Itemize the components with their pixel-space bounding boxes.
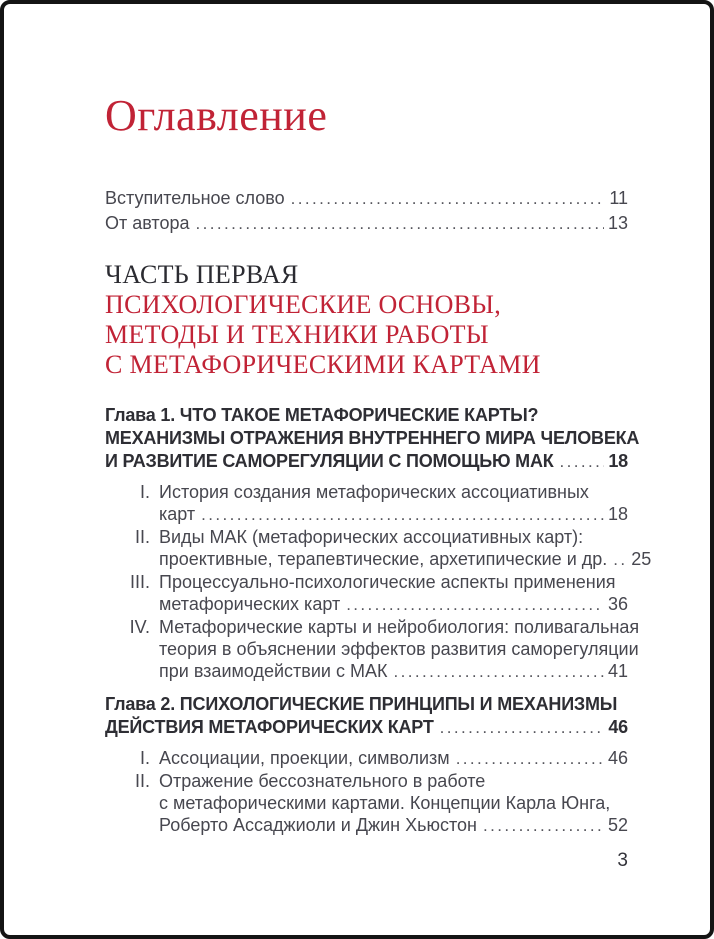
page-number: 25 [631, 549, 652, 570]
front-matter [105, 186, 628, 236]
item-numeral: II. [134, 527, 150, 548]
toc-content [4, 4, 710, 873]
item-numeral: II. [134, 771, 150, 792]
toc-item [105, 616, 640, 683]
part-title-line: ПСИХОЛОГИЧЕСКИЕ ОСНОВЫ, [105, 290, 502, 320]
part-kicker: ЧАСТЬ ПЕРВАЯ [105, 260, 299, 290]
chapter-heading-line: Глава 2. ПСИХОЛОГИЧЕСКИЕ ПРИНЦИПЫ И МЕХАНИЗМЫ [105, 694, 618, 715]
chapter-heading [105, 404, 640, 473]
chapter-heading-row [105, 716, 628, 739]
dot-leader [201, 503, 604, 526]
toc-item [105, 747, 628, 770]
page-number: 11 [609, 188, 628, 209]
item-line: проективные, терапевтические, архетипические и др. [159, 549, 608, 570]
dot-leader [291, 186, 606, 211]
item-line: при взаимодействии с МАК [159, 661, 388, 682]
item-line: теория в объяснении эффектов развития саморегуляции [159, 639, 639, 660]
entry-label: От автора [105, 213, 190, 234]
toc-item [105, 526, 652, 571]
toc-entry [105, 186, 628, 211]
chapter-heading-row [105, 450, 628, 473]
toc-item [105, 571, 628, 616]
item-numeral: I. [139, 482, 150, 503]
dot-leader [440, 716, 605, 739]
item-line: Роберто Ассаджиоли и Джин Хьюстон [159, 815, 477, 836]
page-number: 13 [607, 213, 628, 234]
item-line: Виды МАК (метафорических ассоциативных карт): [159, 527, 584, 548]
item-last-row [159, 747, 628, 770]
dot-leader [560, 450, 605, 473]
chapter-2-block [105, 693, 628, 837]
chapter-items [105, 747, 628, 837]
item-last-row [159, 503, 628, 526]
toc-item [105, 770, 628, 837]
page-number: 18 [607, 504, 628, 525]
item-line: карт [159, 504, 196, 525]
page-number: 46 [608, 717, 628, 738]
page-number: 36 [607, 594, 628, 615]
chapter-heading-line: МЕХАНИЗМЫ ОТРАЖЕНИЯ ВНУТРЕННЕГО МИРА ЧЕЛОВЕКА [105, 428, 640, 449]
chapter-heading-line: ДЕЙСТВИЯ МЕТАФОРИЧЕСКИХ КАРТ [105, 717, 434, 738]
item-line: Ассоциации, проекции, символизм [159, 748, 450, 769]
chapter-heading [105, 693, 628, 739]
item-numeral: I. [139, 748, 150, 769]
part-title-line: С МЕТАФОРИЧЕСКИМИ КАРТАМИ [105, 350, 541, 380]
item-numeral: III. [129, 572, 150, 593]
page-number: 41 [607, 661, 628, 682]
item-line: Отражение бессознательного в работе [159, 771, 486, 792]
item-line: Процессуально-психологические аспекты применения [159, 572, 616, 593]
chapter-heading-line: Глава 1. ЧТО ТАКОЕ МЕТАФОРИЧЕСКИЕ КАРТЫ? [105, 405, 539, 426]
chapter-heading-line: И РАЗВИТИЕ САМОРЕГУЛЯЦИИ С ПОМОЩЬЮ МАК [105, 451, 554, 472]
item-line: Метафорические карты и нейробиология: поливагальная [159, 617, 640, 638]
dot-leader [346, 593, 604, 616]
item-numeral: IV. [129, 617, 150, 638]
toc-entry [105, 211, 628, 236]
item-last-row [159, 660, 628, 683]
dot-leader [196, 211, 604, 236]
dot-leader [456, 747, 604, 770]
item-last-row [159, 814, 628, 837]
toc-item [105, 481, 628, 526]
item-last-row [159, 548, 652, 571]
folio-page-number: 3 [617, 850, 628, 872]
page-title: Оглавление [105, 91, 328, 140]
item-line: с метафорическими картами. Концепции Карла Юнга, [159, 793, 611, 814]
page-number: 18 [608, 451, 628, 472]
page-number: 46 [607, 748, 628, 769]
dot-leader [483, 814, 604, 837]
dot-leader [393, 660, 604, 683]
page-number: 52 [607, 815, 628, 836]
item-line: метафорических карт [159, 594, 341, 615]
part-heading [105, 260, 628, 380]
dot-leader [613, 548, 627, 571]
item-line: История создания метафорических ассоциативных [159, 482, 589, 503]
part-title-line: МЕТОДЫ И ТЕХНИКИ РАБОТЫ [105, 320, 489, 350]
item-last-row [159, 593, 628, 616]
chapter-items [105, 481, 652, 683]
chapter-1-block [105, 404, 652, 683]
entry-label: Вступительное слово [105, 188, 285, 209]
